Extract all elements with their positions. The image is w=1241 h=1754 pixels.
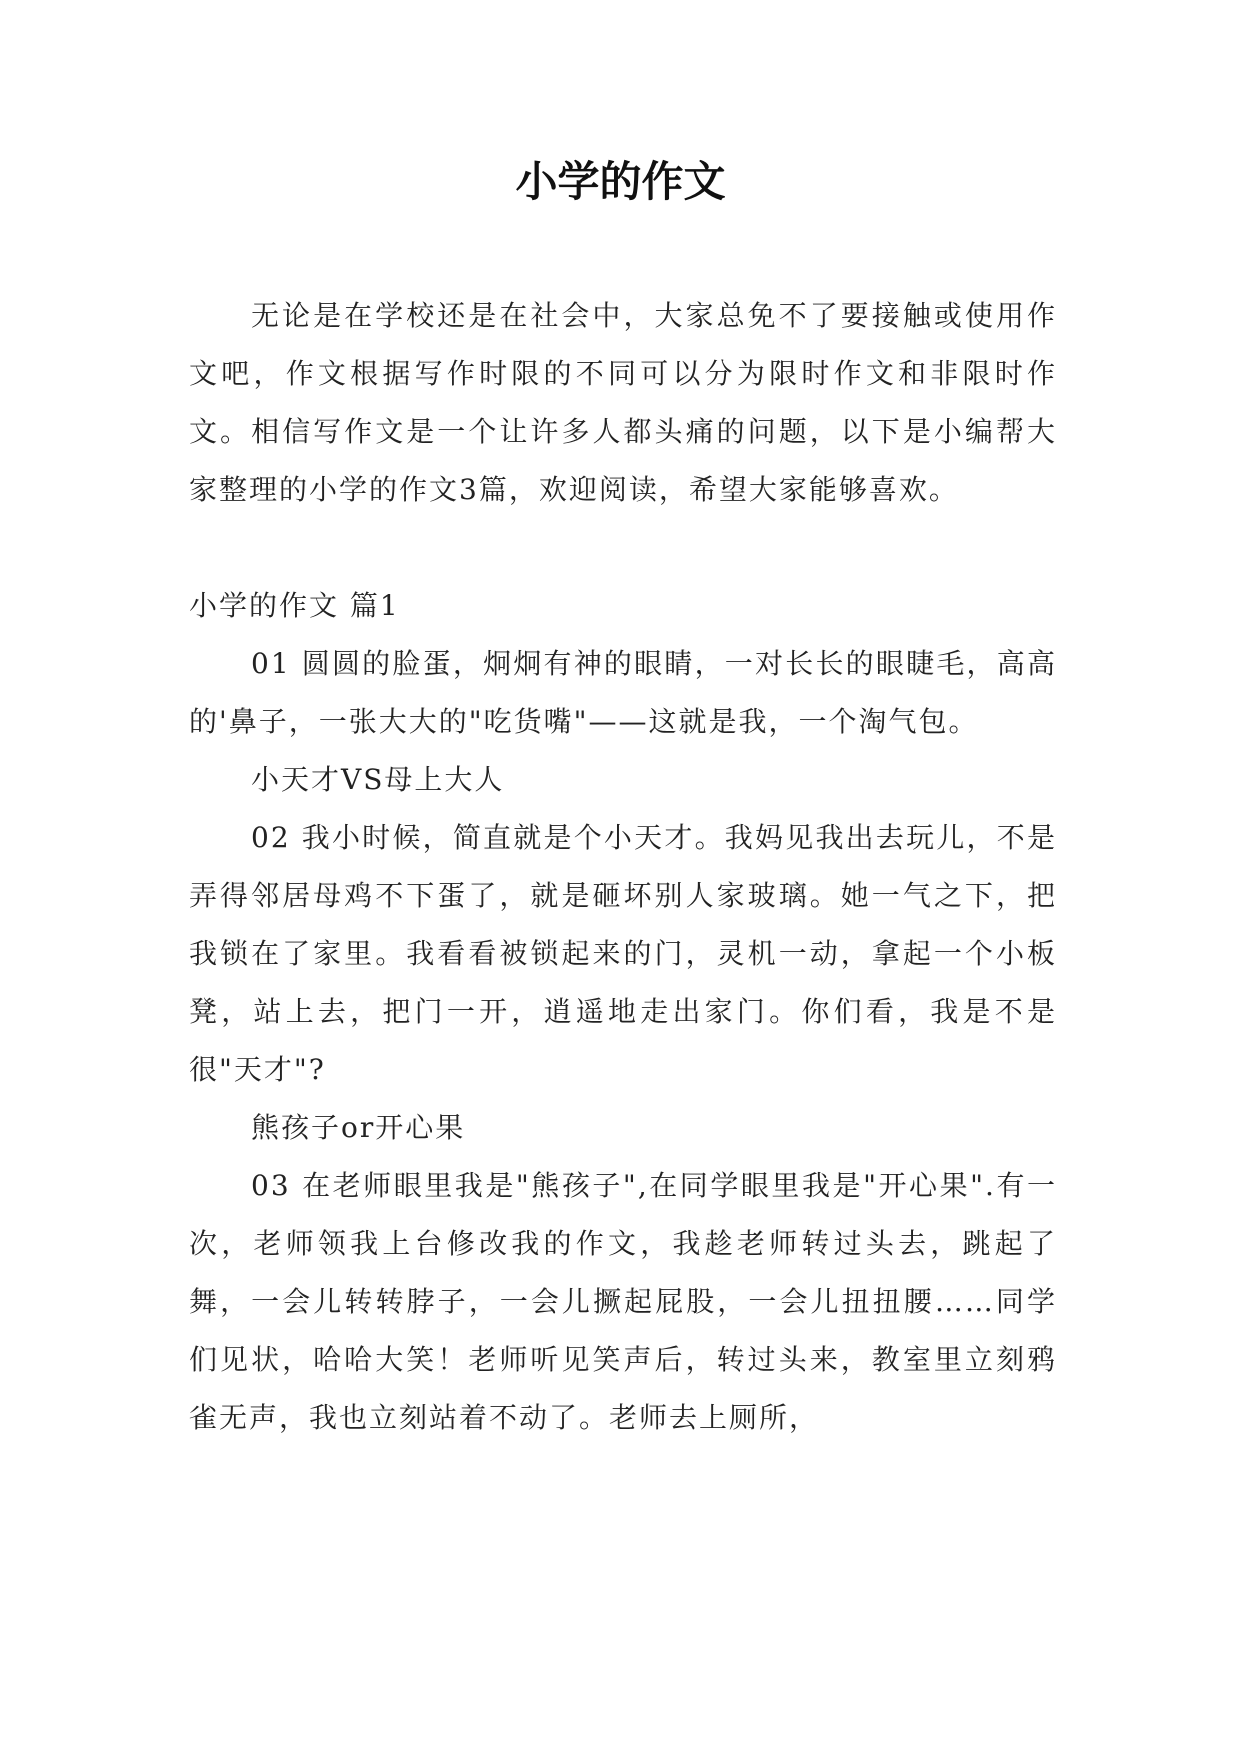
paragraph-03: 03 在老师眼里我是"熊孩子",在同学眼里我是"开心果".有一次，老师领我上台修改我的作文，我趁老师转过头去，跳起了舞，一会儿转转脖子，一会儿撅起屁股，一会儿扭扭腰……同学们见状，哈哈大笑！老师听见笑声后，转过头来，教室里立刻鸦雀无声，我也立刻站着不动了。老师去上厕所， xyxy=(189,1169,1057,1434)
paragraph-02: 02 我小时候，简直就是个小天才。我妈见我出去玩儿，不是弄得邻居母鸡不下蛋了，就是砸坏别人家玻璃。她一气之下，把我锁在了家里。我看看被锁起来的门，灵机一动，拿起一个小板凳，站上去，把门一开，逍遥地走出家门。你们看，我是不是很"天才"? xyxy=(189,821,1057,1086)
intro-paragraph: 无论是在学校还是在社会中，大家总免不了要接触或使用作文吧，作文根据写作时限的不同可以分为限时作文和非限时作文。相信写作文是一个让许多人都头痛的问题，以下是小编帮大家整理的小学的作文3篇，欢迎阅读，希望大家能够喜欢。 xyxy=(189,299,1057,506)
paragraph-01: 01 圆圆的脸蛋，炯炯有神的眼睛，一对长长的眼睫毛，高高的'鼻子，一张大大的"吃货嘴"——这就是我，一个淘气包。 xyxy=(189,647,1057,738)
document-title: 小学的作文 xyxy=(515,157,726,206)
paragraph-gap xyxy=(189,519,1057,577)
subheading-naughty: 熊孩子or开心果 xyxy=(251,1111,466,1144)
section-heading: 小学的作文 篇1 xyxy=(189,589,400,622)
document-body xyxy=(189,287,1057,1447)
subheading-genius: 小天才VS母上大人 xyxy=(251,763,505,796)
